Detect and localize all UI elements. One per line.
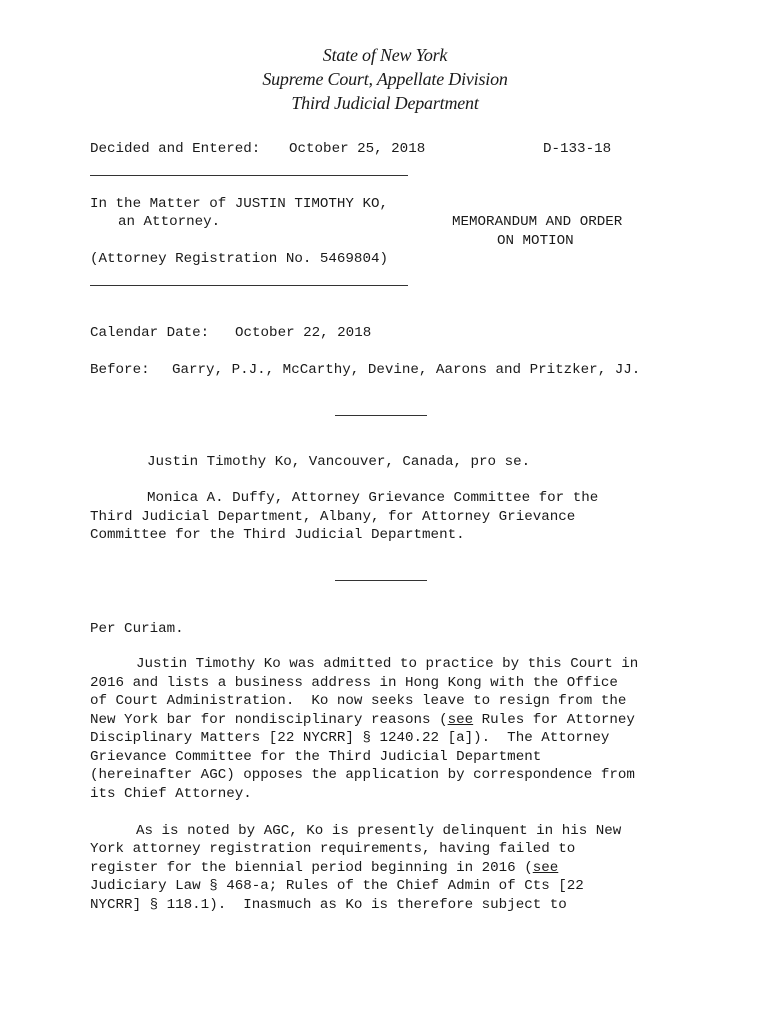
- caption-top-rule: [90, 175, 408, 176]
- court-name: Supreme Court, Appellate Division: [262, 69, 508, 89]
- paragraph-1-line-7: (hereinafter AGC) opposes the application by correspondence from: [90, 767, 635, 783]
- paragraph-1-line-8: its Chief Attorney.: [90, 786, 252, 802]
- matter-line-1: In the Matter of JUSTIN TIMOTHY KO,: [90, 196, 388, 212]
- caption-title-line-2: ON MOTION: [497, 233, 574, 249]
- matter-line-2: an Attorney.: [118, 214, 221, 230]
- p1-l4-pre: New York bar for nondisciplinary reasons (: [90, 712, 448, 728]
- paragraph-1-line-5: Disciplinary Matters [22 NYCRR] § 1240.22 [a]). The Attorney: [90, 730, 610, 746]
- paragraph-2-line-5: NYCRR] § 118.1). Inasmuch as Ko is therefore subject to: [90, 897, 567, 913]
- caption-bottom-rule: [90, 285, 408, 286]
- paragraph-1-line-2: 2016 and lists a business address in Hong Kong with the Office: [90, 675, 618, 691]
- paragraph-1-line-3: of Court Administration. Ko now seeks leave to resign from the: [90, 693, 627, 709]
- appearance-agc-line-1: Monica A. Duffy, Attorney Grievance Committee for the: [147, 490, 599, 506]
- p1-l4-post: Rules for Attorney: [473, 712, 635, 728]
- caption-title-line-1: MEMORANDUM AND ORDER: [452, 214, 623, 230]
- paragraph-1-line-1: Justin Timothy Ko was admitted to practice by this Court in: [136, 656, 639, 672]
- separator-rule-1: [335, 415, 427, 416]
- p2-l3-pre: register for the biennial period beginning in 2016 (: [90, 860, 533, 876]
- calendar-label: Calendar Date:: [90, 325, 210, 341]
- citation-signal-see: see: [447, 712, 474, 728]
- docket-number: D-133-18: [543, 141, 612, 157]
- appearance-agc-line-3: Committee for the Third Judicial Department.: [90, 527, 465, 543]
- decided-date: October 25, 2018: [289, 141, 426, 157]
- court-department: Third Judicial Department: [291, 93, 479, 113]
- attorney-registration: (Attorney Registration No. 5469804): [90, 251, 388, 267]
- paragraph-1-line-4: [90, 712, 635, 728]
- paragraph-2-line-4: Judiciary Law § 468-a; Rules of the Chief Admin of Cts [22: [90, 878, 584, 894]
- appearance-agc-line-2: Third Judicial Department, Albany, for Attorney Grievance: [90, 509, 576, 525]
- decided-label: Decided and Entered:: [90, 141, 261, 157]
- citation-signal-see: see: [532, 860, 559, 876]
- judges-list: Garry, P.J., McCarthy, Devine, Aarons and Pritzker, JJ.: [172, 362, 641, 378]
- paragraph-2-line-1: As is noted by AGC, Ko is presently delinquent in his New: [136, 823, 622, 839]
- calendar-date: October 22, 2018: [235, 325, 372, 341]
- court-state: State of New York: [322, 45, 448, 65]
- paragraph-1-line-6: Grievance Committee for the Third Judicial Department: [90, 749, 542, 765]
- separator-rule-2: [335, 580, 427, 581]
- paragraph-2-line-2: York attorney registration requirements, having failed to: [90, 841, 576, 857]
- opinion-heading: Per Curiam.: [90, 621, 184, 637]
- paragraph-2-line-3: [90, 860, 558, 876]
- before-label: Before:: [90, 362, 150, 378]
- appearance-respondent: Justin Timothy Ko, Vancouver, Canada, pro se.: [147, 454, 531, 470]
